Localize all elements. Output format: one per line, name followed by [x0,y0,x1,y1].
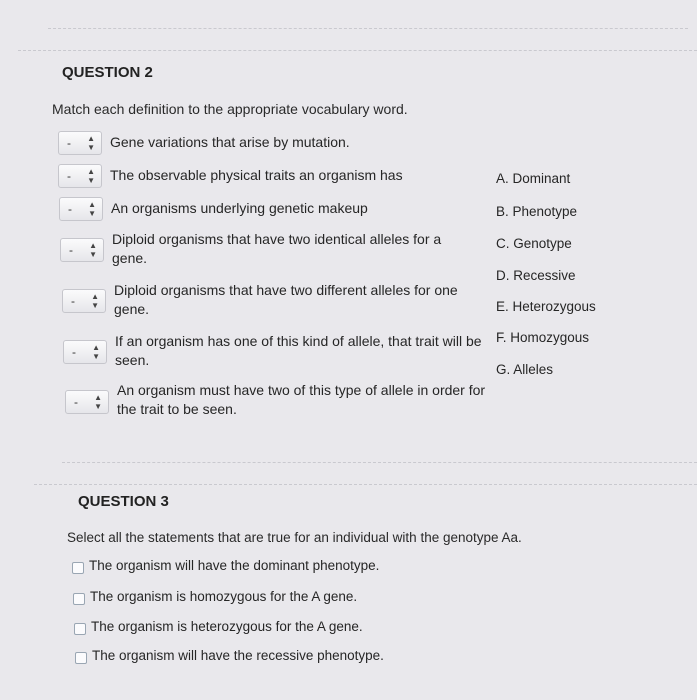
statement-label: The organism will have the recessive phenotype. [92,648,384,663]
select-value: - [69,243,73,257]
up-down-arrows-icon: ▲ ▼ [87,134,95,152]
select-value: - [71,294,75,308]
statement-label: The organism is heterozygous for the A gene. [91,619,363,634]
match-definition: If an organism has one of this kind of allele, that trait will be seen. [115,333,482,368]
match-select[interactable] [58,131,102,155]
question3-title: QUESTION 3 [78,493,169,510]
select-value: - [67,136,71,150]
answer-option: B. Phenotype [496,204,578,219]
match-definition: Diploid organisms that have two identical alleles for a gene. [112,231,442,266]
statement-checkbox[interactable] [75,652,87,664]
answer-option: G. Alleles [496,362,554,377]
statement-checkbox[interactable] [73,593,85,605]
question2-prompt: Match each definition to the appropriate vocabulary word. [52,101,408,117]
match-definition: Diploid organisms that have two different alleles for one gene. [114,282,458,317]
question3-top-divider [34,484,697,485]
answer-option: C. Genotype [496,236,572,251]
statement-checkbox[interactable] [74,623,86,635]
question2-top-divider [18,50,697,51]
question2-title: QUESTION 2 [62,64,153,81]
match-definition: An organisms underlying genetic makeup [111,200,368,216]
select-value: - [67,169,71,183]
answer-option: D. Recessive [496,268,576,283]
statement-checkbox[interactable] [72,562,84,574]
statement-label: The organism will have the dominant phenotype. [89,558,380,573]
select-value: - [72,345,76,359]
up-down-arrows-icon: ▲ ▼ [94,393,102,411]
answer-option: E. Heterozygous [496,299,596,314]
up-down-arrows-icon: ▲ ▼ [91,292,99,310]
question3-prompt: Select all the statements that are true for an individual with the genotype Aa. [67,530,522,545]
answer-option: F. Homozygous [496,330,590,345]
answer-option: A. Dominant [496,171,571,186]
match-select[interactable] [65,390,109,414]
top-divider [48,28,688,29]
match-select[interactable] [58,164,102,188]
match-definition: Gene variations that arise by mutation. [110,134,350,150]
select-value: - [68,202,72,216]
match-select[interactable] [62,289,106,313]
match-select[interactable] [59,197,103,221]
statement-label: The organism is homozygous for the A gene. [90,589,358,604]
match-definition: An organism must have two of this type of allele in order for the trait to be seen. [117,382,486,417]
up-down-arrows-icon: ▲ ▼ [88,200,96,218]
match-definition: The observable physical traits an organism has [110,167,403,183]
up-down-arrows-icon: ▲ ▼ [92,343,100,361]
up-down-arrows-icon: ▲ ▼ [87,167,95,185]
match-select[interactable] [60,238,104,262]
match-select[interactable] [63,340,107,364]
select-value: - [74,395,78,409]
question-divider [62,462,697,463]
up-down-arrows-icon: ▲ ▼ [89,241,97,259]
